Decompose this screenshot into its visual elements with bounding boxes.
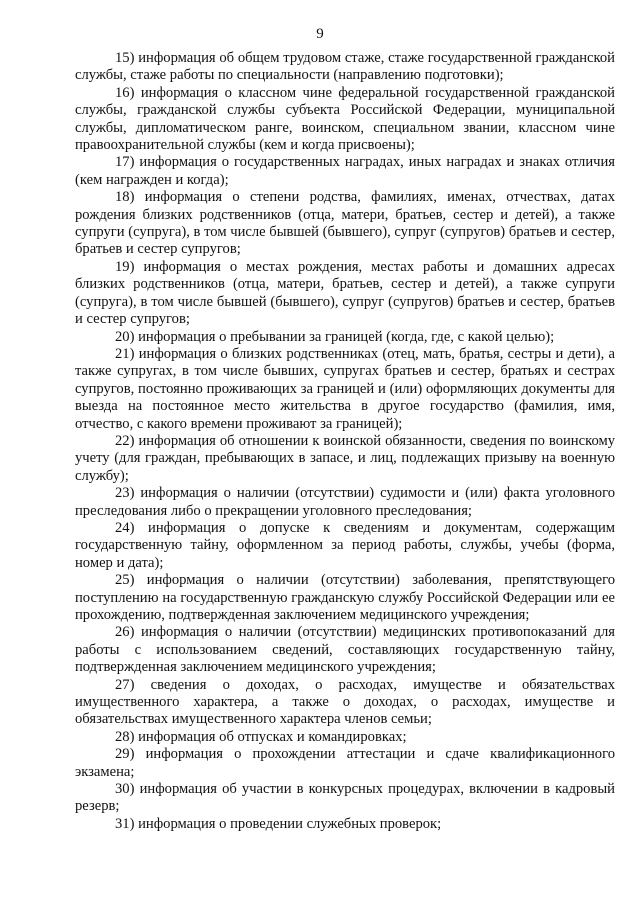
list-item-19: 19) информация о местах рождения, местах работы и домашних адресах близких родственников (отца, матери, братьев, сестер и детей), а также супруги (супруга), в том числе бывшей (бывшего), супруг (супругов) братьев и сестер, братьев и сестер супругов; [75, 258, 615, 328]
list-item-24: 24) информация о допуске к сведениям и документам, содержащим государственную тайну, оформленном за период работы, службы, учебы (форма, номер и дата); [75, 519, 615, 571]
list-item-17: 17) информация о государственных наградах, иных наградах и знаках отличия (кем награжден и когда); [75, 154, 615, 188]
list-item-16: 16) информация о классном чине федеральной государственной гражданской службы, гражданской службы субъекта Российской Федерации, муниципальной службы, дипломатическом ранге, воинском, специальном звании, классном чине правоохранительной службы (кем и когда присвоены); [75, 84, 615, 154]
list-item-29: 29) информация о прохождении аттестации и сдаче квалификационного экзамена; [75, 746, 615, 780]
list-item-30: 30) информация об участии в конкурсных процедурах, включении в кадровый резерв; [75, 781, 615, 815]
list-item-21: 21) информация о близких родственниках (отец, мать, братья, сестры и дети), а также супругах, в том числе бывших, супругах братьев и сестер, братьях и сестрах супругов, постоянно проживающих за границей и (или) оформляющих документы для выезда на постоянное место жительства в другое государство (фамилия, имя, отчество, с какого времени проживают за границей); [75, 345, 615, 432]
page-number: 9 [316, 26, 324, 42]
list-item-26: 26) информация о наличии (отсутствии) медицинских противопоказаний для работы с использованием сведений, составляющих государственную тайну, подтвержденная заключением медицинского учреждения; [75, 624, 615, 676]
list-item-28: 28) информация об отпусках и командировках; [115, 728, 407, 745]
list-item-15: 15) информация об общем трудовом стаже, стаже государственной гражданской службы, стаже работы по специальности (направлению подготовки); [75, 50, 615, 84]
list-item-27: 27) сведения о доходах, о расходах, имуществе и обязательствах имущественного характера, а также о доходах, о расходах, имуществе и обязательствах имущественного характера членов семьи; [75, 676, 615, 728]
document-body [75, 50, 615, 833]
list-item-23: 23) информация о наличии (отсутствии) судимости и (или) факта уголовного преследования либо о прекращении уголовного преследования; [75, 485, 615, 519]
list-item-31: 31) информация о проведении служебных проверок; [115, 815, 442, 832]
list-item-22: 22) информация об отношении к воинской обязанности, сведения по воинскому учету (для граждан, пребывающих в запасе, и лиц, подлежащих призыву на военную службу); [75, 432, 615, 484]
list-item-20: 20) информация о пребывании за границей (когда, где, с какой целью); [115, 328, 555, 345]
list-item-25: 25) информация о наличии (отсутствии) заболевания, препятствующего поступлению на государственную гражданскую службу Российской Федерации или ее прохождению, подтвержденная заключением медицинского учреждения; [75, 572, 615, 623]
list-item-18: 18) информация о степени родства, фамилиях, именах, отчествах, датах рождения близких родственников (отца, матери, братьев, сестер и детей), а также супруги (супруга), в том числе бывшей (бывшего), супруг (супругов) братьев и сестер, братьев и сестер супругов; [75, 189, 615, 258]
